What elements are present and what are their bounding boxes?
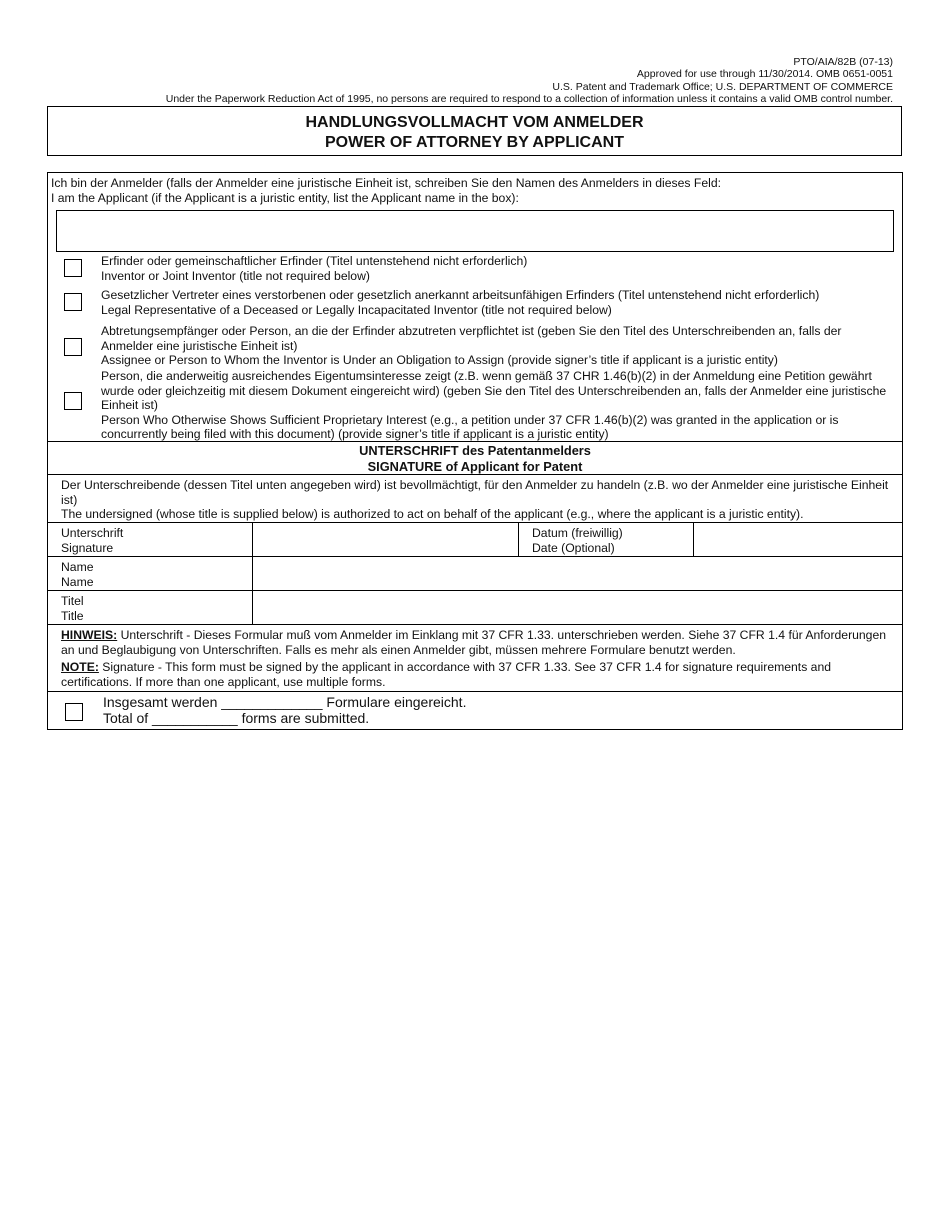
checkbox-total-forms[interactable]: [65, 703, 83, 721]
applicant-intro-de: Ich bin der Anmelder (falls der Anmelder eine juristische Einheit ist, schreiben Sie den Namen des Anmelders in dieses Feld:: [51, 176, 721, 190]
title-label-en: Title: [61, 608, 84, 623]
total-forms-en: Total of ___________ forms are submitted.: [103, 709, 370, 726]
authority-statement-de: Der Unterschreibende (dessen Titel unten angegeben wird) ist bevollmächtigt, für den Anmelder zu handeln (z.B. wo der Anmelder eine juristische Einheit ist): [61, 478, 889, 507]
title-row: [48, 590, 902, 624]
title-label: [48, 591, 252, 624]
name-row: [48, 556, 902, 590]
total-forms-de: Insgesamt werden _____________ Formulare eingereicht.: [103, 694, 467, 710]
title-input[interactable]: [252, 591, 902, 624]
option-legal-representative-de: Gesetzlicher Vertreter eines verstorbenen oder gesetzlich anerkannt arbeitsunfähigen Erfinders (Titel untenstehend nicht erforderlich): [101, 288, 820, 302]
option-proprietary-interest-de: Person, die anderweitig ausreichendes Eigentumsinteresse zeigt (z.B. wenn gemäß 37 CHR 1.46(b)(2) in der Anmeldung eine Petition gewährt wurde oder gleichzeitig mit diesem Dokument eingereicht wird) (geben Sie den Titel des Unterschreibenden an, falls der Anmelder eine juristische Einheit ist): [101, 369, 887, 412]
option-assignee: [48, 320, 902, 366]
option-proprietary-interest-en: Person Who Otherwise Shows Sufficient Proprietary Interest (e.g., a petition under 37 CFR 1.46(b)(2) was granted in the application or is concurrently being filed with this document) (provide signer’s title if applicant is a juristic entity): [101, 412, 839, 441]
title-english: POWER OF ATTORNEY BY APPLICANT: [325, 134, 624, 151]
signature-label-de: Unterschrift: [61, 526, 124, 540]
note-de-text: Unterschrift - Dieses Formular muß vom Anmelder im Einklang mit 37 CFR 1.33. unterschrieben werden. Siehe 37 CFR 1.4 für Anforderungen an und Beglaubigung von Unterschriften. Falls es mehr als einen Anmelder gibt, müssen mehrere Formulare benutzt werden.: [61, 628, 887, 657]
date-input[interactable]: [693, 523, 902, 556]
name-label-de: Name: [61, 560, 94, 574]
title-label-de: Titel: [61, 594, 84, 608]
form-number: PTO/AIA/82B (07-13): [793, 56, 893, 68]
option-inventor-en: Inventor or Joint Inventor (title not required below): [101, 268, 370, 283]
signature-note: [48, 624, 902, 691]
applicant-intro-en: I am the Applicant (if the Applicant is a juristic entity, list the Applicant name in the box):: [51, 190, 519, 205]
authority-statement-en: The undersigned (whose title is supplied below) is authorized to act on behalf of the applicant (e.g., where the applicant is a juristic entity).: [61, 507, 804, 521]
omb-approval: Approved for use through 11/30/2014. OMB 0651-0051: [636, 68, 893, 81]
signature-heading: [48, 441, 902, 474]
option-assignee-en: Assignee or Person to Whom the Inventor is Under an Obligation to Assign (provide signer’s title if applicant is a juristic entity): [101, 353, 778, 367]
applicant-name-input[interactable]: [56, 210, 894, 252]
checkbox-assignee[interactable]: [64, 338, 82, 356]
name-label: [48, 557, 252, 590]
signature-row: [48, 522, 902, 556]
date-label-en: Date (Optional): [532, 540, 615, 555]
signature-input[interactable]: [252, 523, 518, 556]
checkbox-inventor[interactable]: [64, 259, 82, 277]
option-inventor-de: Erfinder oder gemeinschaftlicher Erfinder (Titel untenstehend nicht erforderlich): [101, 254, 528, 268]
form-title: [47, 106, 902, 156]
note-english: [61, 660, 890, 689]
date-label-de: Datum (freiwillig): [532, 526, 623, 540]
option-legal-representative-en: Legal Representative of a Deceased or Legally Incapacitated Inventor (title not required below): [101, 302, 612, 317]
checkbox-proprietary-interest[interactable]: [64, 392, 82, 410]
title-german: HANDLUNGSVOLLMACHT VOM ANMELDER: [305, 114, 644, 131]
office-name: U.S. Patent and Trademark Office; U.S. DEPARTMENT OF COMMERCE: [552, 80, 893, 93]
option-inventor: [48, 252, 902, 286]
note-en-text: Signature - This form must be signed by the applicant in accordance with 37 CFR 1.33. See 37 CFR 1.4 for signature requirements and certifications. If more than one applicant, use multiple forms.: [61, 660, 832, 689]
total-forms: [48, 691, 902, 729]
note-german: [61, 628, 890, 657]
signature-label-en: Signature: [61, 540, 114, 555]
signature-heading-en: SIGNATURE of Applicant for Patent: [367, 458, 583, 474]
note-de-label: HINWEIS:: [61, 628, 118, 642]
name-input[interactable]: [252, 557, 902, 590]
signature-label: [48, 523, 252, 556]
signature-heading-de: UNTERSCHRIFT des Patentanmelders: [359, 443, 591, 458]
name-label-en: Name: [61, 574, 94, 589]
option-proprietary-interest: [48, 366, 902, 441]
applicant-form: [47, 172, 903, 730]
paperwork-notice: Under the Paperwork Reduction Act of 1995, no persons are required to respond to a collection of information unless it contains a valid OMB control number.: [165, 92, 893, 105]
option-assignee-de: Abtretungsempfänger oder Person, an die der Erfinder abzutreten verpflichtet ist (geben Sie den Titel des Unterschreibenden an, falls der Anmelder eine juristische Einheit ist): [101, 324, 842, 353]
form-header: [166, 56, 893, 105]
option-legal-representative: [48, 286, 902, 320]
date-label: [518, 523, 693, 556]
checkbox-legal-representative[interactable]: [64, 293, 82, 311]
note-en-label: NOTE:: [61, 660, 99, 674]
applicant-intro: [48, 173, 902, 206]
authority-statement: [48, 474, 902, 522]
